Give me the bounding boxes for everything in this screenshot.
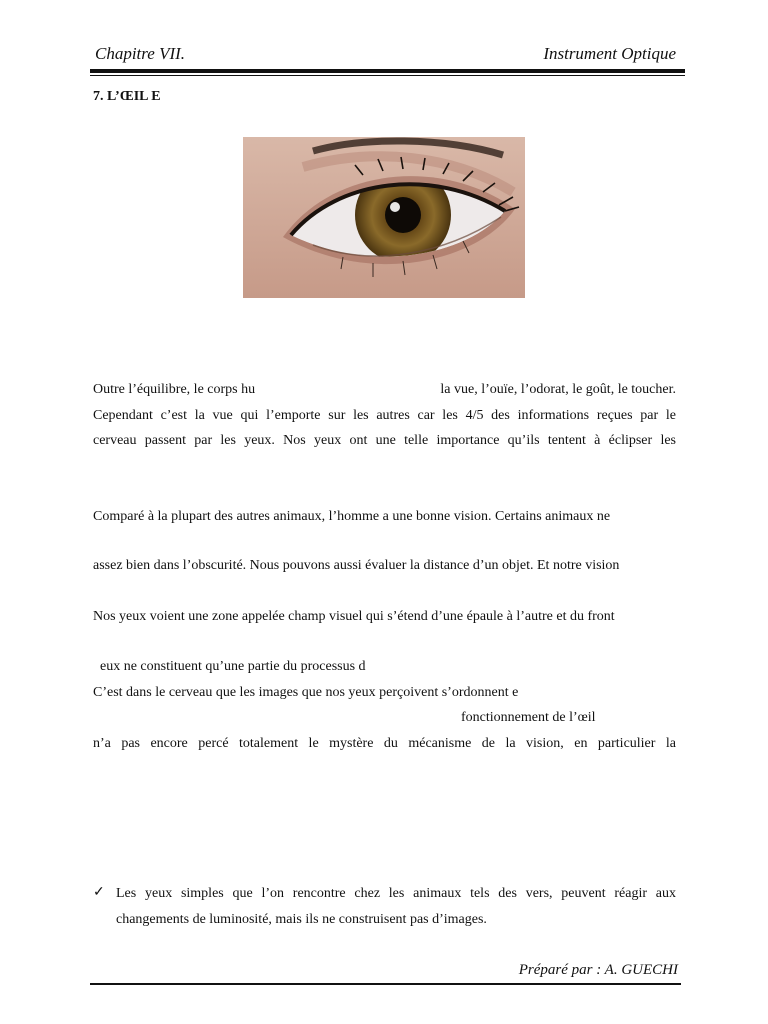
text-line-champ: Nos yeux voient une zone appelée champ visuel qui s’étend d’une épaule à l’autre et du front xyxy=(93,609,615,624)
paragraph1-line1-start: Outre l’équilibre, le corps hu xyxy=(93,382,256,397)
checkmark-icon: ✓ xyxy=(93,885,105,900)
paragraph1-line3: cerveau passent par les yeux. Nos yeux ont une telle importance qu’ils tentent à éclipser les xyxy=(93,433,676,448)
text-line-obscurite: assez bien dans l’obscurité. Nous pouvons aussi évaluer la distance d’un objet. Et notre vision xyxy=(93,558,620,573)
text-line-fonctionnement: fonctionnement de l’œil xyxy=(461,710,596,725)
eye-photo xyxy=(243,137,525,298)
bullet-line1: Les yeux simples que l’on rencontre chez les animaux tels des vers, peuvent réagir aux xyxy=(116,886,676,901)
footer-author: Préparé par : A. GUECHI xyxy=(518,962,678,978)
text-line-processus: eux ne constituent qu’une partie du processus d xyxy=(100,659,366,674)
header-rule xyxy=(90,69,685,73)
header-chapter: Chapitre VII. xyxy=(95,44,186,63)
header-title: Instrument Optique xyxy=(543,44,676,63)
paragraph1-line1-end: la vue, l’ouïe, l’odorat, le goût, le toucher. xyxy=(440,382,676,397)
text-line-cerveau: C’est dans le cerveau que les images que nos yeux perçoivent s’ordonnent e xyxy=(93,685,519,700)
header-rule-thin xyxy=(90,75,685,76)
bullet-line2: changements de luminosité, mais ils ne construisent pas d’images. xyxy=(116,912,487,927)
paragraph1-line2: Cependant c’est la vue qui l’emporte sur les autres car les 4/5 des informations reçues par le xyxy=(93,408,676,423)
section-title: 7. L’ŒIL E xyxy=(93,89,161,104)
text-line-mystere: n’a pas encore percé totalement le mystère du mécanisme de la vision, en particulier la xyxy=(93,736,676,751)
footer-rule xyxy=(90,983,681,985)
text-line-compare: Comparé à la plupart des autres animaux, l’homme a une bonne vision. Certains animaux ne xyxy=(93,509,611,524)
